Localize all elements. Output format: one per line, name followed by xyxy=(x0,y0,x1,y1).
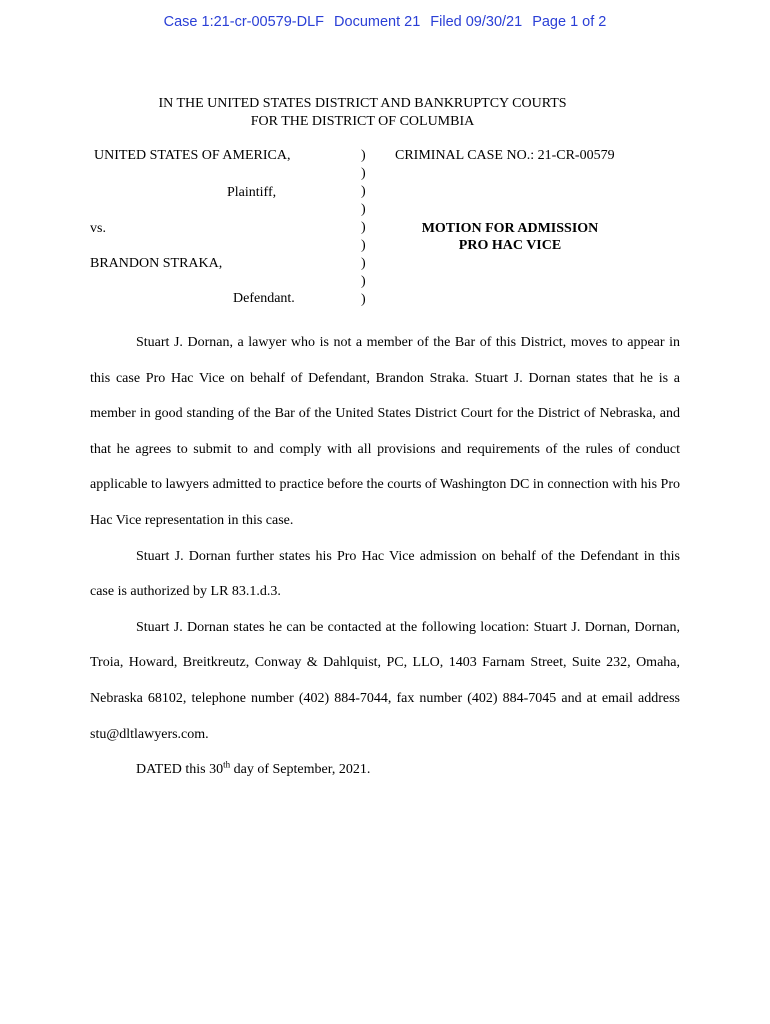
ecf-filing-header xyxy=(0,14,770,30)
body-paragraph-1: Stuart J. Dornan, a lawyer who is not a member of the Bar of this District, moves to appear in this case Pro Hac Vice on behalf of Defendant, Brandon Straka. Stuart J. Dornan states that he is a member in good standing of the Bar of the United States District Court for the District of Nebraska, and that he agrees to submit to and comply with all provisions and requirements of the rules of conduct applicable to lawyers admitted to practice before the courts of Washington DC in connection with his Pro Hac Vice representation in this case. xyxy=(90,335,680,528)
dated-prefix: DATED this 30 xyxy=(136,762,224,778)
plaintiff-role: Plaintiff, xyxy=(227,185,277,200)
caption-paren: ) xyxy=(361,202,366,217)
court-heading-line-1: IN THE UNITED STATES DISTRICT AND BANKRUPTCY COURTS xyxy=(158,96,567,111)
ecf-page-number: Page 1 of 2 xyxy=(532,14,607,30)
ecf-case-number: Case 1:21-cr-00579-DLF xyxy=(163,14,325,30)
caption-paren: ) xyxy=(361,220,366,235)
defendant-role: Defendant. xyxy=(233,291,295,306)
criminal-case-number: CRIMINAL CASE NO.: 21-CR-00579 xyxy=(395,148,615,163)
caption-paren: ) xyxy=(361,184,366,199)
ecf-document-number: Document 21 xyxy=(334,14,421,30)
caption-paren: ) xyxy=(361,238,366,253)
ecf-filed-date: Filed 09/30/21 xyxy=(430,14,523,30)
court-heading-line-2: FOR THE DISTRICT OF COLUMBIA xyxy=(250,114,475,129)
caption-paren: ) xyxy=(361,292,366,307)
versus-label: vs. xyxy=(90,221,106,236)
defendant-name: BRANDON STRAKA, xyxy=(90,256,223,271)
motion-body xyxy=(90,325,680,788)
body-paragraph-2: Stuart J. Dornan further states his Pro Hac Vice admission on behalf of the Defendant in this case is authorized by LR 83.1.d.3. xyxy=(90,548,680,600)
dated-line xyxy=(90,752,680,788)
court-heading xyxy=(0,95,725,131)
plaintiff-name: UNITED STATES OF AMERICA, xyxy=(94,148,291,163)
caption-paren: ) xyxy=(361,166,366,181)
dated-suffix: day of September, 2021. xyxy=(230,762,371,778)
motion-title-line-1: MOTION FOR ADMISSION xyxy=(421,221,599,236)
motion-title-line-2: PRO HAC VICE xyxy=(458,238,562,253)
caption-paren: ) xyxy=(361,148,366,163)
caption-paren: ) xyxy=(361,274,366,289)
caption-paren: ) xyxy=(361,256,366,271)
motion-title xyxy=(380,220,640,254)
dated-ordinal-suffix: th xyxy=(223,759,231,770)
body-paragraph-3: Stuart J. Dornan states he can be contacted at the following location: Stuart J. Dornan, Dornan, Troia, Howard, Breitkreutz, Conway & Dahlquist, PC, LLO, 1403 Farnam Street, Suite 232, Omaha, Nebraska 68102, telephone number (402) 884-7044, fax number (402) 884-7045 and at email address stu@dltlawyers.com. xyxy=(90,619,680,742)
